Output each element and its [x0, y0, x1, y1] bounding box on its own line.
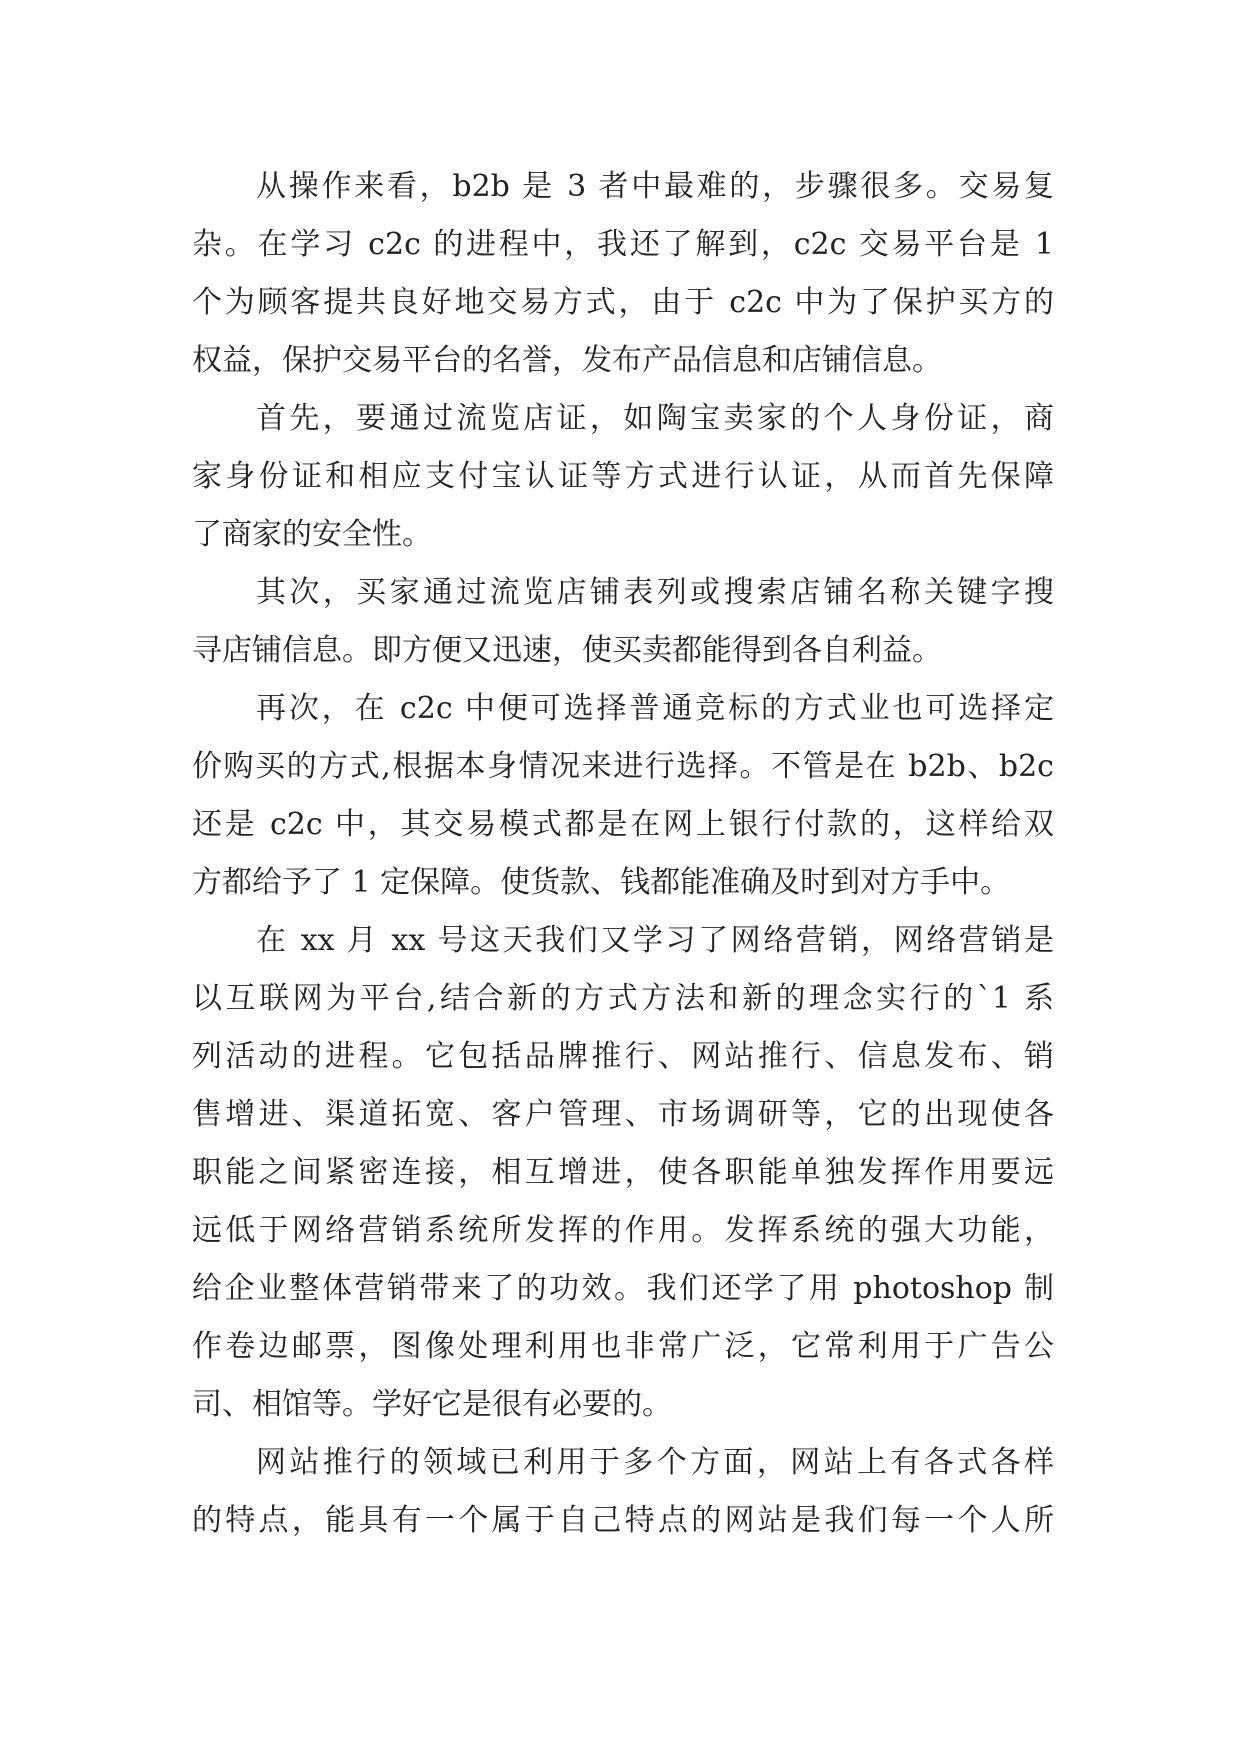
text-line: 网站推行的领域已利用于多个方面，网站上有各式各样	[256, 1445, 1054, 1480]
text-line: 再次，在 c2c 中便可选择普通竞标的方式业也可选择定	[256, 691, 1054, 726]
text-line: 了商家的安全性。	[192, 517, 432, 552]
text-line: 方都给予了 1 定保障。使货款、钱都能准确及时到对方手中。	[192, 865, 1011, 900]
text-line: 的特点，能具有一个属于自己特点的网站是我们每一个人所	[192, 1503, 1054, 1538]
text-line: 售增进、渠道拓宽、客户管理、市场调研等，它的出现使各	[192, 1097, 1054, 1132]
text-line: 在 xx 月 xx 号这天我们又学习了网络营销，网络营销是	[256, 923, 1054, 958]
text-line: 以互联网为平台,结合新的方式方法和新的理念实行的`1 系	[192, 981, 1054, 1016]
text-line: 还是 c2c 中，其交易模式都是在网上银行付款的，这样给双	[192, 807, 1054, 842]
text-line: 司、相馆等。学好它是很有必要的。	[192, 1387, 672, 1422]
text-line: 权益，保护交易平台的名誉，发布产品信息和店铺信息。	[192, 343, 942, 378]
text-line: 从操作来看，b2b 是 3 者中最难的，步骤很多。交易复	[256, 169, 1054, 204]
text-line: 远低于网络营销系统所发挥的作用。发挥系统的强大功能，	[192, 1213, 1054, 1248]
text-line: 其次，买家通过流览店铺表列或搜索店铺名称关键字搜	[256, 575, 1054, 610]
text-line: 给企业整体营销带来了的功效。我们还学了用 photoshop 制	[192, 1271, 1054, 1306]
text-line: 价购买的方式,根据本身情况来进行选择。不管是在 b2b、b2c	[192, 749, 1054, 784]
text-line: 家身份证和相应支付宝认证等方式进行认证，从而首先保障	[192, 459, 1054, 494]
body-text	[192, 158, 1054, 1550]
text-line: 寻店铺信息。即方便又迅速，使买卖都能得到各自利益。	[192, 633, 942, 668]
text-line: 职能之间紧密连接，相互增进，使各职能单独发挥作用要远	[192, 1155, 1054, 1190]
text-line: 首先，要通过流览店证，如陶宝卖家的个人身份证，商	[256, 401, 1054, 436]
text-line: 列活动的进程。它包括品牌推行、网站推行、信息发布、销	[192, 1039, 1054, 1074]
text-line: 个为顾客提共良好地交易方式，由于 c2c 中为了保护买方的	[192, 285, 1054, 320]
text-line: 杂。在学习 c2c 的进程中，我还了解到，c2c 交易平台是 1	[192, 227, 1054, 262]
text-line: 作卷边邮票，图像处理利用也非常广泛，它常利用于广告公	[192, 1329, 1054, 1364]
